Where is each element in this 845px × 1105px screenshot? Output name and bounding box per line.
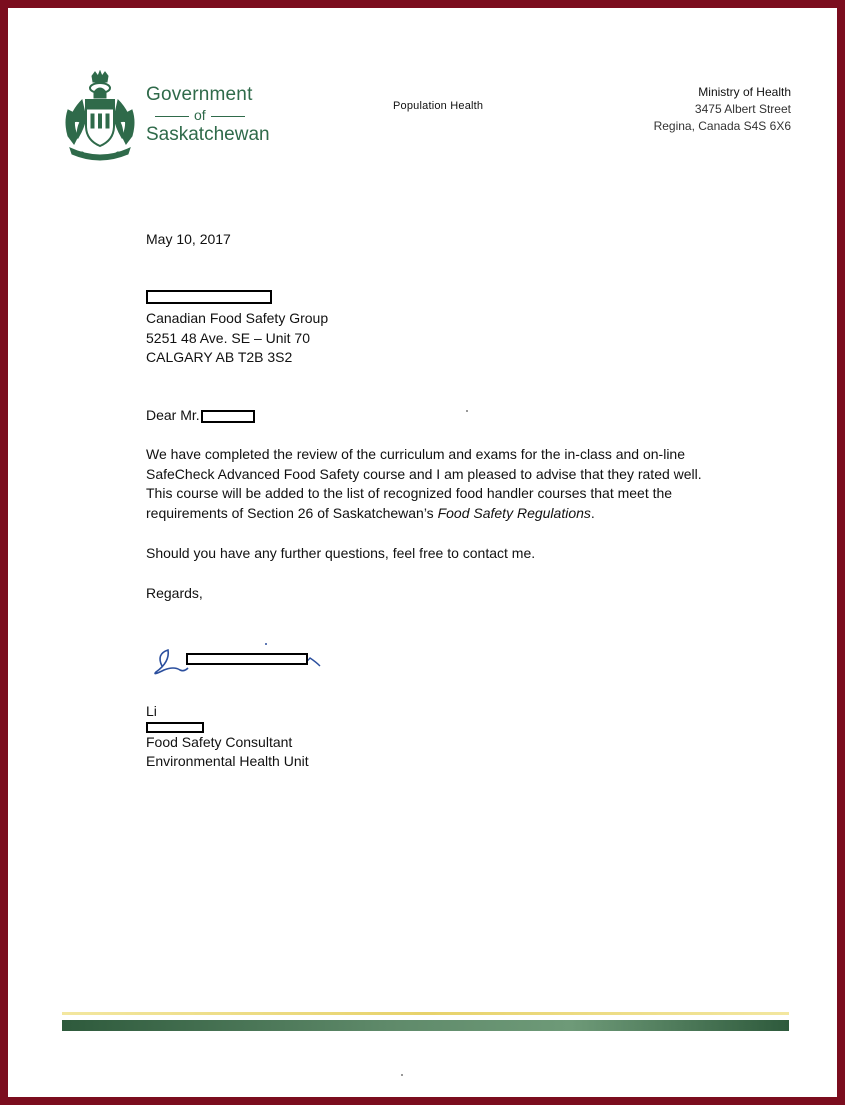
government-line1: Government: [146, 84, 253, 105]
redaction-box: [201, 410, 255, 423]
redaction-box: [186, 653, 308, 665]
government-line2: of: [146, 106, 276, 124]
scan-speck: [401, 1074, 403, 1076]
signature-block: [146, 702, 766, 772]
salutation-text: Dear Mr.: [146, 407, 200, 423]
government-line3: Saskatchewan: [146, 124, 270, 145]
footer-gold-line: [62, 1012, 789, 1015]
redaction-box: [146, 722, 204, 733]
letter-page: [8, 8, 837, 1097]
salutation: [146, 406, 766, 426]
coat-of-arms-logo: [62, 70, 138, 166]
body-paragraph-2: [146, 544, 766, 564]
scan-speck: [466, 410, 468, 412]
signer-name: Li: [146, 702, 766, 733]
government-wordmark: [146, 84, 276, 146]
regulation-title: Food Safety Regulations: [437, 504, 591, 521]
ministry-street: 3475 Albert Street: [694, 102, 791, 116]
body-line: We have completed the review of the curriculum and exams for the in-class and on-line: [146, 446, 686, 462]
body-paragraph-1: [146, 445, 766, 523]
ministry-name: Ministry of Health: [698, 85, 791, 99]
recipient-city: CALGARY AB T2B 3S2: [146, 349, 293, 366]
ministry-address: [654, 84, 791, 135]
footer-green-band: [62, 1020, 789, 1031]
redaction-box: [146, 290, 272, 304]
recipient-street: 5251 48 Ave. SE – Unit 70: [146, 329, 310, 346]
body-line: requirements of Section 26 of Saskatchewan’s Food Safety Regulations.: [146, 504, 595, 521]
signer-title: Food Safety Consultant: [146, 733, 293, 750]
body-line: Should you have any further questions, feel free to contact me.: [146, 545, 536, 561]
closing: Regards,: [146, 585, 203, 601]
division-name: Population Health: [393, 100, 484, 112]
signer-unit: Environmental Health Unit: [146, 753, 309, 770]
ministry-city: Regina, Canada S4S 6X6: [653, 119, 791, 133]
letter-date: May 10, 2017: [146, 231, 231, 247]
recipient-org: Canadian Food Safety Group: [146, 310, 329, 326]
body-line: SafeCheck Advanced Food Safety course and I am pleased to advise that they rated well.: [146, 465, 702, 482]
recipient-address: [146, 290, 766, 368]
body-line: This course will be added to the list of recognized food handler courses that meet the: [146, 485, 673, 502]
